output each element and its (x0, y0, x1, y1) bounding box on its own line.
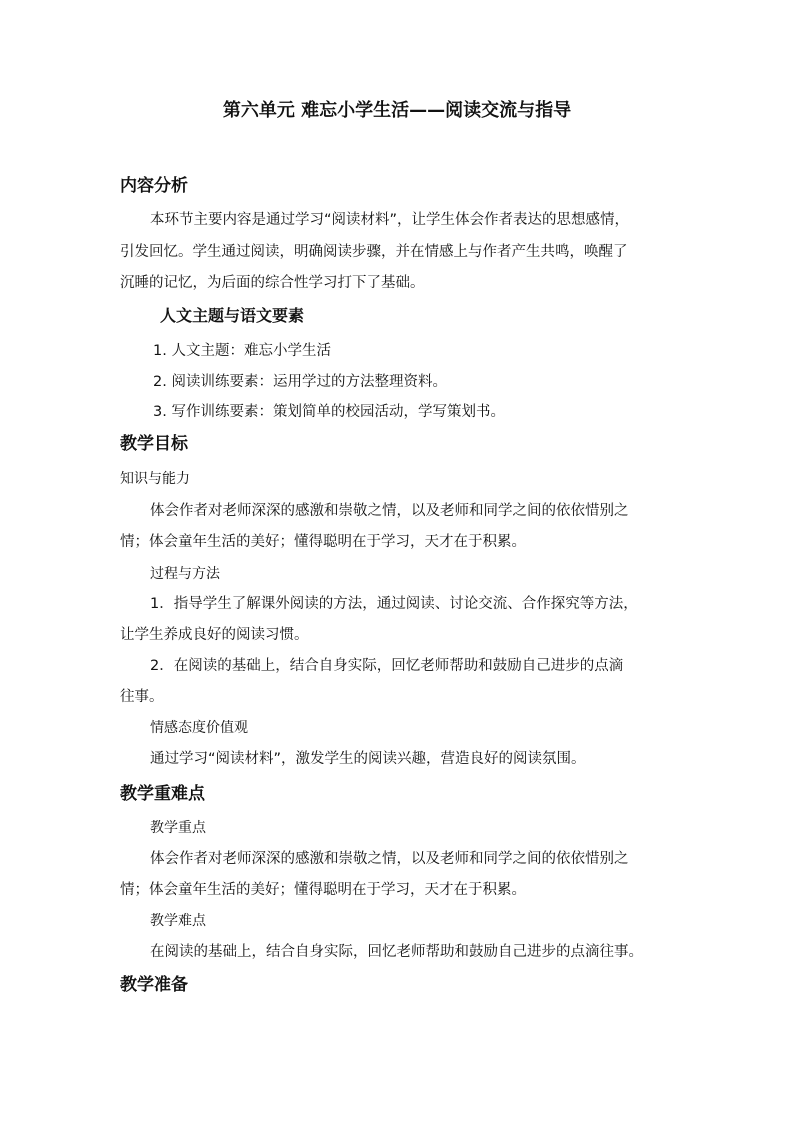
themes-list-item: 3. 写作训练要素：策划简单的校园活动，学写策划书。 (153, 404, 505, 420)
subheading-emotion: 情感态度价值观 (150, 720, 248, 736)
knowledge-paragraph-line: 情；体会童年生活的美好；懂得聪明在于学习，天才在于积累。 (120, 534, 526, 550)
focus-paragraph-line: 情；体会童年生活的美好；懂得聪明在于学习，天才在于积累。 (120, 882, 526, 898)
subheading-focus: 教学重点 (150, 820, 206, 836)
section-heading-themes: 人文主题与语文要素 (160, 306, 305, 325)
content-analysis-paragraph-line: 沉睡的记忆，为后面的综合性学习打下了基础。 (120, 275, 425, 291)
section-heading-objectives: 教学目标 (120, 434, 188, 454)
subheading-process: 过程与方法 (150, 566, 220, 582)
content-analysis-paragraph-line: 引发回忆。学生通过阅读，明确阅读步骤，并在情感上与作者产生共鸣，唤醒了 (120, 244, 628, 260)
section-heading-key-points: 教学重难点 (120, 784, 205, 804)
content-analysis-paragraph-line: 本环节主要内容是通过学习“阅读材料”，让学生体会作者表达的思想感情， (150, 212, 630, 228)
section-heading-content-analysis: 内容分析 (120, 176, 188, 196)
document-title: 第六单元 难忘小学生活——阅读交流与指导 (222, 100, 572, 121)
knowledge-paragraph-line: 体会作者对老师深深的感激和崇敬之情，以及老师和同学之间的依依惜别之 (150, 503, 629, 519)
process-paragraph-line: 2．在阅读的基础上，结合自身实际，回忆老师帮助和鼓励自己进步的点滴 (150, 658, 624, 674)
themes-list-item: 1. 人文主题：难忘小学生活 (153, 343, 331, 359)
subheading-difficulty: 教学难点 (150, 913, 206, 929)
subheading-knowledge: 知识与能力 (120, 471, 190, 487)
difficulty-paragraph-line: 在阅读的基础上，结合自身实际，回忆老师帮助和鼓励自己进步的点滴往事。 (150, 944, 643, 960)
themes-list-item: 2. 阅读训练要素：运用学过的方法整理资料。 (153, 374, 447, 390)
section-heading-preparation: 教学准备 (120, 975, 188, 995)
emotion-paragraph-line: 通过学习“阅读材料”，激发学生的阅读兴趣，营造良好的阅读氛围。 (150, 751, 586, 767)
process-paragraph-line: 往事。 (120, 689, 164, 705)
focus-paragraph-line: 体会作者对老师深深的感激和崇敬之情，以及老师和同学之间的依依惜别之 (150, 851, 629, 867)
process-paragraph-line: 1．指导学生了解课外阅读的方法，通过阅读、讨论交流、合作探究等方法， (150, 596, 638, 612)
process-paragraph-line: 让学生养成良好的阅读习惯。 (120, 627, 309, 643)
